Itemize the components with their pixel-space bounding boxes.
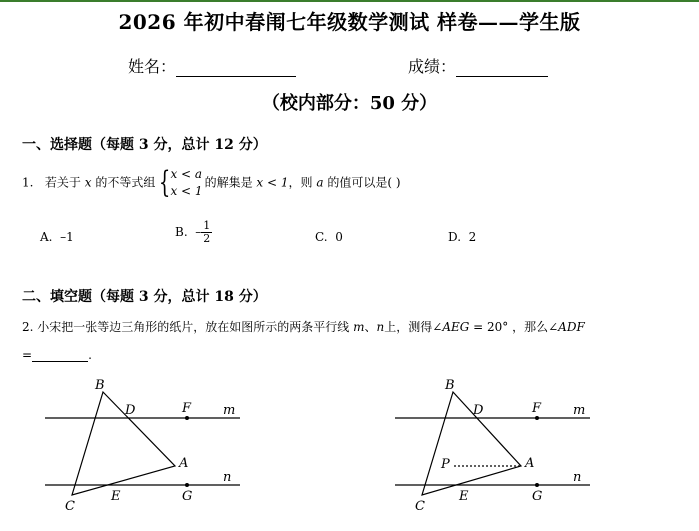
q2-angle-adf: ADF bbox=[558, 320, 585, 334]
label-a: A bbox=[179, 456, 189, 471]
label-m: m bbox=[223, 403, 236, 418]
question-1 bbox=[22, 166, 401, 200]
name-label: 姓名： bbox=[128, 57, 177, 76]
triangle bbox=[72, 392, 175, 495]
figure-right bbox=[390, 374, 600, 514]
q2-period: . bbox=[88, 348, 92, 362]
q1-text-pre: 若关于 bbox=[44, 175, 81, 190]
q1-text-post2: ，则 bbox=[288, 175, 313, 190]
q2-number: 2. bbox=[22, 320, 34, 334]
option-b-label: B. bbox=[175, 225, 188, 239]
section-heading-fill: 二、填空题（每题 3 分，总计 18 分） bbox=[22, 289, 267, 305]
label-d: D bbox=[125, 403, 136, 418]
inequality-1: x < a bbox=[170, 167, 203, 181]
label-f: F bbox=[182, 401, 192, 416]
label-n: n bbox=[573, 470, 582, 485]
figure-left bbox=[40, 374, 250, 514]
q1-text-mid: 的不等式组 bbox=[95, 175, 156, 190]
point-g bbox=[535, 483, 539, 487]
subtitle: （校内部分：50 分） bbox=[261, 93, 438, 114]
q2-var-m: m bbox=[353, 320, 365, 334]
option-a bbox=[40, 230, 74, 244]
question-2 bbox=[22, 318, 585, 335]
option-d bbox=[448, 230, 476, 244]
label-b: B bbox=[445, 378, 455, 393]
point-g bbox=[185, 483, 189, 487]
q2-sep: 、 bbox=[364, 320, 377, 334]
system-brace: { bbox=[159, 165, 171, 200]
q1-var-a: a bbox=[316, 175, 324, 190]
q2-text-2: 上，测得∠ bbox=[384, 320, 443, 334]
q2-equals: = bbox=[22, 348, 33, 362]
label-a: A bbox=[525, 456, 535, 471]
q2-text-1: 小宋把一张等边三角形的纸片，放在如图所示的两条平行线 bbox=[37, 320, 350, 334]
option-a-value: –1 bbox=[60, 230, 74, 244]
section-heading-choice: 一、选择题（每题 3 分，总计 12 分） bbox=[22, 137, 267, 153]
name-field bbox=[128, 54, 296, 77]
name-blank bbox=[176, 60, 296, 77]
option-b-denominator: 2 bbox=[203, 232, 211, 245]
q2-angle-aeg: AEG bbox=[442, 320, 470, 334]
score-field bbox=[408, 54, 548, 77]
option-b-sign: – bbox=[195, 225, 202, 239]
q2-eq: = 20° ，那么∠ bbox=[469, 320, 559, 334]
label-g: G bbox=[182, 489, 193, 504]
option-c bbox=[315, 230, 343, 244]
q1-var-x: x bbox=[84, 175, 92, 190]
label-c: C bbox=[65, 499, 75, 514]
option-b-fraction bbox=[201, 220, 212, 245]
top-rule bbox=[0, 0, 699, 2]
inequality-system bbox=[170, 166, 202, 200]
point-f bbox=[185, 416, 189, 420]
label-c: C bbox=[415, 499, 425, 514]
q1-number: 1. bbox=[22, 175, 34, 190]
option-b-numerator: 1 bbox=[203, 219, 211, 232]
label-e: E bbox=[459, 489, 469, 504]
option-d-value: 2 bbox=[468, 230, 477, 244]
score-blank bbox=[456, 60, 548, 77]
label-m: m bbox=[573, 403, 586, 418]
page-title: 2026 年初中春闱七年级数学测试 样卷——学生版 bbox=[118, 10, 581, 34]
label-b: B bbox=[95, 378, 105, 393]
label-g: G bbox=[532, 489, 543, 504]
label-n: n bbox=[223, 470, 232, 485]
label-f: F bbox=[532, 401, 542, 416]
option-a-label: A. bbox=[40, 230, 53, 244]
option-b bbox=[175, 220, 212, 245]
q2-answer-blank bbox=[32, 348, 88, 362]
q1-text-post3: 的值可以是( ) bbox=[327, 175, 401, 190]
option-c-value: 0 bbox=[335, 230, 343, 244]
q1-condition: x < 1 bbox=[256, 175, 289, 190]
label-p: P bbox=[441, 457, 450, 472]
option-c-label: C. bbox=[315, 230, 328, 244]
label-e: E bbox=[111, 489, 121, 504]
q2-var-n: n bbox=[376, 320, 385, 334]
q1-text-post1: 的解集是 bbox=[204, 175, 253, 190]
inequality-2: x < 1 bbox=[170, 184, 203, 198]
point-f bbox=[535, 416, 539, 420]
triangle bbox=[422, 392, 521, 495]
option-d-label: D. bbox=[448, 230, 462, 244]
question-2-answer-line bbox=[22, 348, 92, 362]
label-d: D bbox=[473, 403, 484, 418]
score-label: 成绩： bbox=[408, 57, 457, 76]
